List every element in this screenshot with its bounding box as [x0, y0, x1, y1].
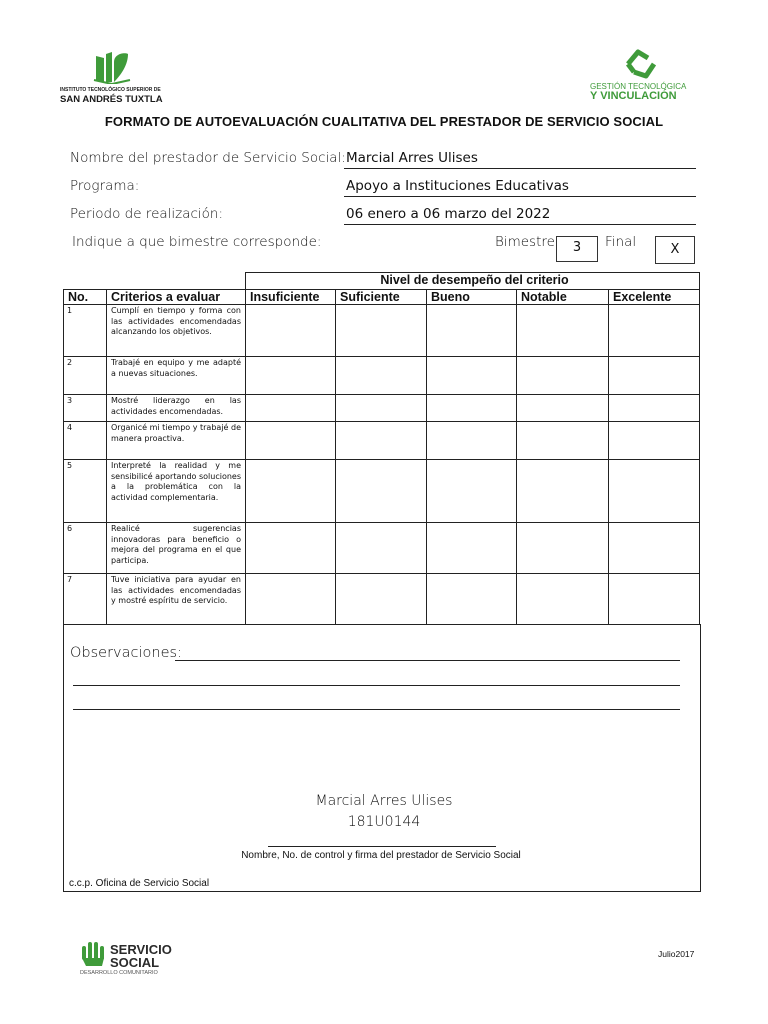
- rating-cell: [336, 422, 427, 460]
- book-leaf-icon: [92, 50, 132, 84]
- rating-cell: [517, 305, 609, 357]
- blank-corner: [64, 273, 246, 290]
- header-suficiente: Suficiente: [336, 290, 427, 305]
- row-number: 3: [64, 395, 107, 422]
- observations-label: Observaciones:: [70, 645, 182, 661]
- name-label: Nombre del prestador de Servicio Social:: [70, 150, 346, 166]
- period-value: 06 enero a 06 marzo del 2022: [344, 206, 696, 225]
- criterion-text: Tuve iniciativa para ayudar en las actividades encomendadas y mostré espíritu de servicio.: [107, 574, 246, 625]
- table-row: [64, 460, 700, 523]
- table-row: [64, 395, 700, 422]
- rating-cell: [336, 523, 427, 574]
- header-excelente: Excelente: [609, 290, 700, 305]
- row-number: 5: [64, 460, 107, 523]
- criteria-table: [63, 272, 700, 625]
- table-row: [64, 523, 700, 574]
- rating-cell: [336, 460, 427, 523]
- rating-cell: [336, 395, 427, 422]
- rating-cell: [517, 460, 609, 523]
- row-number: 2: [64, 357, 107, 395]
- header-no: No.: [64, 290, 107, 305]
- signature-line: [268, 846, 496, 847]
- rating-cell: [246, 523, 336, 574]
- rating-cell: [517, 395, 609, 422]
- vinculacion-line2: Y VINCULACIÓN: [590, 90, 677, 102]
- criterion-text: Realicé sugerencias innovadoras para beneficio o mejora del programa en el que participa.: [107, 523, 246, 574]
- criterion-text: Cumplí en tiempo y forma con las actividades encomendadas alcanzando los objetivos.: [107, 305, 246, 357]
- interlocked-links-icon: [618, 46, 662, 80]
- table-row: [64, 422, 700, 460]
- ccp-note: c.c.p. Oficina de Servicio Social: [69, 878, 210, 889]
- row-number: 1: [64, 305, 107, 357]
- rating-cell: [246, 574, 336, 625]
- observations-line-2: [73, 685, 680, 686]
- final-label: Final: [605, 234, 637, 250]
- criterion-text: Mostré liderazgo en las actividades encomendadas.: [107, 395, 246, 422]
- rating-cell: [336, 305, 427, 357]
- observations-line-3: [73, 709, 680, 710]
- rating-cell: [427, 460, 517, 523]
- rating-cell: [246, 357, 336, 395]
- rating-cell: [609, 460, 700, 523]
- name-value: Marcial Arres Ulises: [344, 150, 696, 169]
- rating-cell: [427, 422, 517, 460]
- rating-cell: [246, 305, 336, 357]
- performance-group-header: Nivel de desempeño del criterio: [246, 273, 700, 290]
- rating-cell: [427, 357, 517, 395]
- observations-line-1: [175, 660, 680, 661]
- rating-cell: [427, 574, 517, 625]
- row-number: 4: [64, 422, 107, 460]
- row-number: 6: [64, 523, 107, 574]
- rating-cell: [427, 305, 517, 357]
- signature-caption: Nombre, No. de control y firma del prestador de Servicio Social: [241, 850, 521, 861]
- header-bueno: Bueno: [427, 290, 517, 305]
- bimester-prompt: Indique a que bimestre corresponde:: [72, 234, 322, 250]
- rating-cell: [246, 422, 336, 460]
- bimester-box: 3: [556, 236, 598, 262]
- criterion-text: Organicé mi tiempo y trabajé de manera proactiva.: [107, 422, 246, 460]
- rating-cell: [246, 395, 336, 422]
- criterion-text: Interpreté la realidad y me sensibilicé aportando soluciones a la problemática con la actividad complementaria.: [107, 460, 246, 523]
- table-row: [64, 305, 700, 357]
- rating-cell: [246, 460, 336, 523]
- rating-cell: [517, 574, 609, 625]
- institute-name-line2: SAN ANDRÉS TUXTLA: [60, 94, 163, 105]
- vinculacion-logo: [588, 44, 688, 104]
- institute-name-line1: INSTITUTO TECNOLÓGICO SUPERIOR DE: [60, 87, 161, 93]
- rating-cell: [517, 357, 609, 395]
- rating-cell: [427, 523, 517, 574]
- header-insuficiente: Insuficiente: [246, 290, 336, 305]
- vinculacion-line1: GESTIÓN TECNOLÓGICA: [590, 82, 687, 91]
- signature-control-number: 181U0144: [347, 814, 421, 830]
- document-title: FORMATO DE AUTOEVALUACIÓN CUALITATIVA DEL PRESTADOR DE SERVICIO SOCIAL: [104, 114, 664, 129]
- header-criteria: Criterios a evaluar: [107, 290, 246, 305]
- rating-cell: [609, 523, 700, 574]
- period-label: Periodo de realización:: [70, 206, 224, 222]
- servicio-text: SERVICIO: [110, 942, 172, 957]
- rating-cell: [609, 574, 700, 625]
- bimester-label: Bimestre: [495, 234, 555, 250]
- rating-cell: [609, 395, 700, 422]
- program-value: Apoyo a Instituciones Educativas: [344, 178, 696, 197]
- rating-cell: [609, 357, 700, 395]
- row-number: 7: [64, 574, 107, 625]
- rating-cell: [609, 305, 700, 357]
- rating-cell: [336, 574, 427, 625]
- rating-cell: [517, 422, 609, 460]
- desarrollo-text: DESARROLLO COMUNITARIO: [80, 970, 158, 976]
- table-row: [64, 357, 700, 395]
- rating-cell: [336, 357, 427, 395]
- version-label: Julio2017: [658, 949, 695, 959]
- table-row: [64, 574, 700, 625]
- rating-cell: [517, 523, 609, 574]
- institute-logo: [60, 50, 170, 108]
- header-notable: Notable: [517, 290, 609, 305]
- hand-icon: [80, 940, 108, 968]
- program-label: Programa:: [70, 178, 140, 194]
- rating-cell: [427, 395, 517, 422]
- servicio-social-logo: [80, 940, 190, 980]
- criterion-text: Trabajé en equipo y me adapté a nuevas situaciones.: [107, 357, 246, 395]
- final-box: X: [655, 236, 695, 264]
- signature-name: Marcial Arres Ulises: [315, 793, 453, 809]
- social-text: SOCIAL: [110, 955, 160, 970]
- rating-cell: [609, 422, 700, 460]
